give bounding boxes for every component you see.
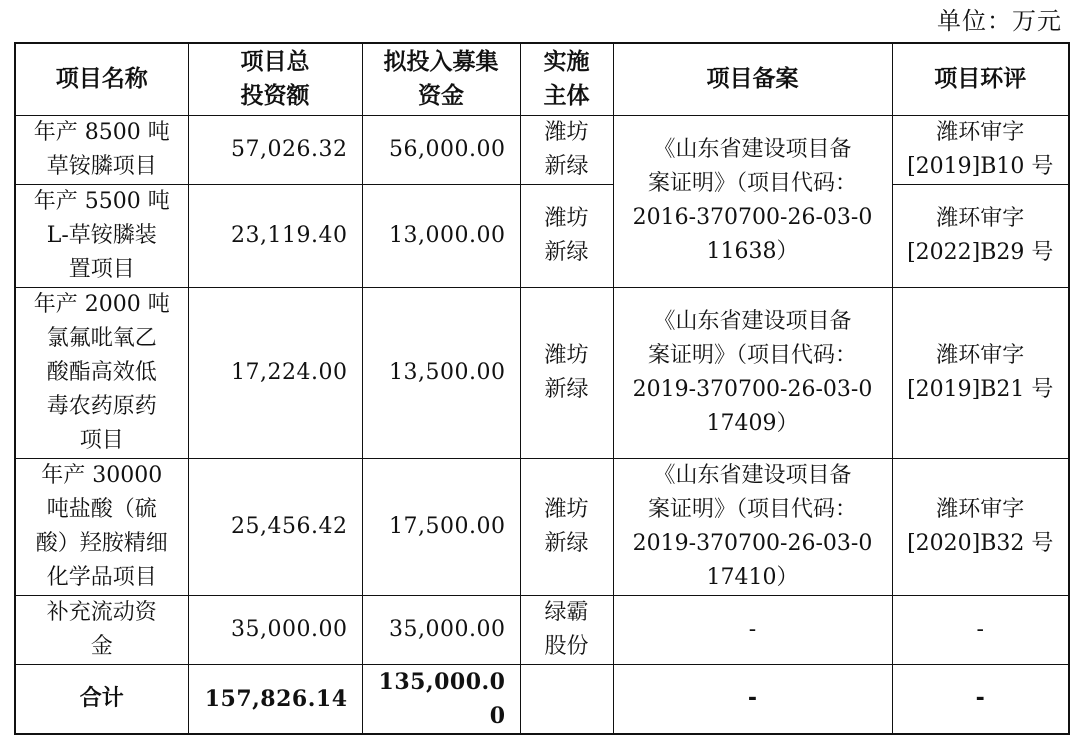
- eia-cell: 潍环审字 [2020]B32 号: [892, 458, 1069, 595]
- table-row: [15, 115, 1069, 184]
- unit-label: 单位：万元: [937, 7, 1062, 35]
- filing-cell-merged: [613, 115, 892, 287]
- filing-cell: 《山东省建设项目备 案证明》（项目代码： 2019-370700-26-03-0 17410）: [613, 458, 892, 595]
- header-project-name: 项目名称: [15, 43, 188, 115]
- raised-funds-cell: 13,500.00: [362, 287, 520, 458]
- header-raised-funds: 拟投入募集 资金: [362, 43, 520, 115]
- total-investment-cell: 25,456.42: [188, 458, 362, 595]
- filing-cell-part2: 2016-370700-26-03-0 11638）: [632, 205, 873, 264]
- raised-funds-cell: 35,000.00: [362, 595, 520, 664]
- table-row: [15, 287, 1069, 458]
- eia-cell: 潍环审字 [2022]B29 号: [892, 184, 1069, 287]
- raised-funds-cell: 56,000.00: [362, 115, 520, 184]
- total-filing-cell: -: [613, 664, 892, 734]
- entity-cell: 绿霸 股份: [520, 595, 613, 664]
- entity-cell: 潍坊 新绿: [520, 458, 613, 595]
- entity-cell: 潍坊 新绿: [520, 115, 613, 184]
- total-investment-cell: 17,224.00: [188, 287, 362, 458]
- total-investment-cell: 35,000.00: [188, 595, 362, 664]
- header-filing: 项目备案: [613, 43, 892, 115]
- project-name-cell: 年产 8500 吨 草铵膦项目: [15, 115, 188, 184]
- table-row: [15, 595, 1069, 664]
- project-name-cell: 补充流动资 金: [15, 595, 188, 664]
- header-eia: 项目环评: [892, 43, 1069, 115]
- total-investment-cell: 23,119.40: [188, 184, 362, 287]
- project-name-cell: 年产 30000 吨盐酸（硫 酸）羟胺精细 化学品项目: [15, 458, 188, 595]
- project-name-cell: 年产 2000 吨 氯氟吡氧乙 酸酯高效低 毒农药原药 项目: [15, 287, 188, 458]
- total-row: [15, 664, 1069, 734]
- header-entity: 实施 主体: [520, 43, 613, 115]
- total-investment-cell: 57,026.32: [188, 115, 362, 184]
- investment-projects-table: [14, 42, 1070, 735]
- total-eia-cell: -: [892, 664, 1069, 734]
- eia-cell: 潍环审字 [2019]B21 号: [892, 287, 1069, 458]
- header-total-investment: 项目总 投资额: [188, 43, 362, 115]
- total-label: 合计: [15, 664, 188, 734]
- entity-cell: 潍坊 新绿: [520, 287, 613, 458]
- eia-cell: -: [892, 595, 1069, 664]
- table-row: [15, 458, 1069, 595]
- entity-cell: 潍坊 新绿: [520, 184, 613, 287]
- raised-funds-sum: 135,000.00: [362, 664, 520, 734]
- raised-funds-cell: 17,500.00: [362, 458, 520, 595]
- eia-cell: 潍环审字 [2019]B10 号: [892, 115, 1069, 184]
- total-investment-sum: 157,826.14: [188, 664, 362, 734]
- filing-cell-part1: 《山东省建设项目备 案证明》（项目代码：: [647, 137, 857, 196]
- filing-cell: -: [613, 595, 892, 664]
- raised-funds-cell: 13,000.00: [362, 184, 520, 287]
- project-name-cell: 年产 5500 吨 L-草铵膦装 置项目: [15, 184, 188, 287]
- table-row: [15, 184, 1069, 287]
- total-entity-cell: [520, 664, 613, 734]
- table-header-row: [15, 43, 1069, 115]
- filing-cell: 《山东省建设项目备 案证明》（项目代码： 2019-370700-26-03-0 17409）: [613, 287, 892, 458]
